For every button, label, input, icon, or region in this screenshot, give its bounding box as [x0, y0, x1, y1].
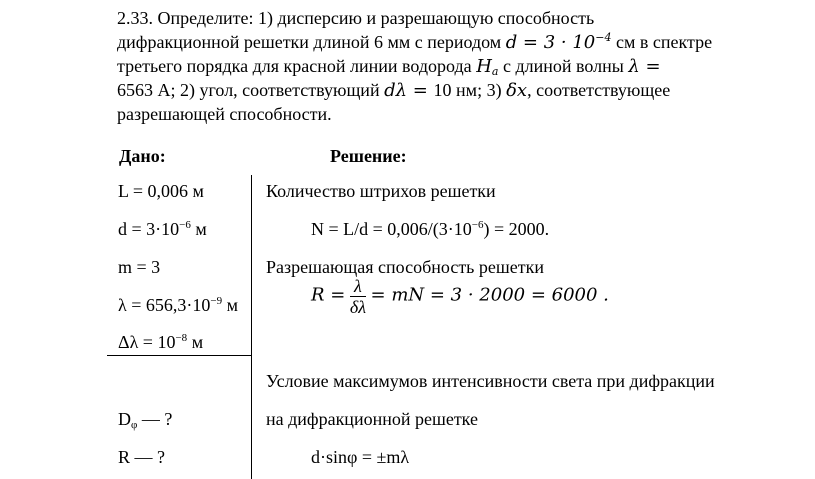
- given-m: m = 3: [118, 257, 161, 277]
- vertical-divider: [251, 175, 252, 479]
- find-D: $D_\varphi$ — ?: [118, 409, 173, 431]
- fraction: [350, 276, 366, 317]
- fraction-denominator: δλ: [349, 297, 367, 317]
- problem-line-4: 6563 А; 2) угол, соответствующий dλ = 10 нм; 3) δx, соответствующее: [117, 80, 671, 101]
- given-find-divider: [107, 355, 251, 356]
- given-header: Дано:: [119, 146, 166, 166]
- given-L: L = 0,006 м: [118, 181, 204, 201]
- problem-line-2: дифракционной решетки длиной 6 мм с периодом $d = 3 \cdot 10^{-4}$ см в спектре: [117, 31, 713, 53]
- problem-line-5: разрешающей способности.: [117, 104, 332, 124]
- fraction-numerator: λ: [350, 276, 366, 297]
- resolving-power-formula: R = $\frac{\lambda}{\delta\lambda}$ = mN = 3 · 2000 = 6000 .: [311, 276, 609, 317]
- solution-N-formula: $N = L/d = 0,006/(3\cdot 10^{-6}) = 2000$.: [311, 219, 550, 239]
- solution-step-2: Разрешающая способность решетки: [266, 257, 544, 277]
- solution-header: Решение:: [330, 146, 407, 166]
- problem-line-3: третьего порядка для красной линии водорода $H_a$ с длиной волны λ =: [117, 56, 661, 78]
- solution-step-4: на дифракционной решетке: [266, 409, 478, 429]
- grating-equation: d·sinφ = ±mλ: [311, 447, 410, 467]
- problem-line-1: 2.33. Определите: 1) дисперсию и разрешающую способность: [117, 8, 595, 28]
- solution-step-1: Количество штрихов решетки: [266, 181, 496, 201]
- find-R: R — ?: [118, 447, 165, 467]
- given-dlambda: $\Delta\lambda = 10^{-8}$ м: [118, 332, 204, 352]
- given-lambda: $\lambda = 656,3\cdot 10^{-9}$ м: [118, 295, 238, 315]
- solution-step-3: Условие максимумов интенсивности света при дифракции: [266, 371, 715, 391]
- given-d: $d = 3\cdot 10^{-6}$ м: [118, 219, 207, 239]
